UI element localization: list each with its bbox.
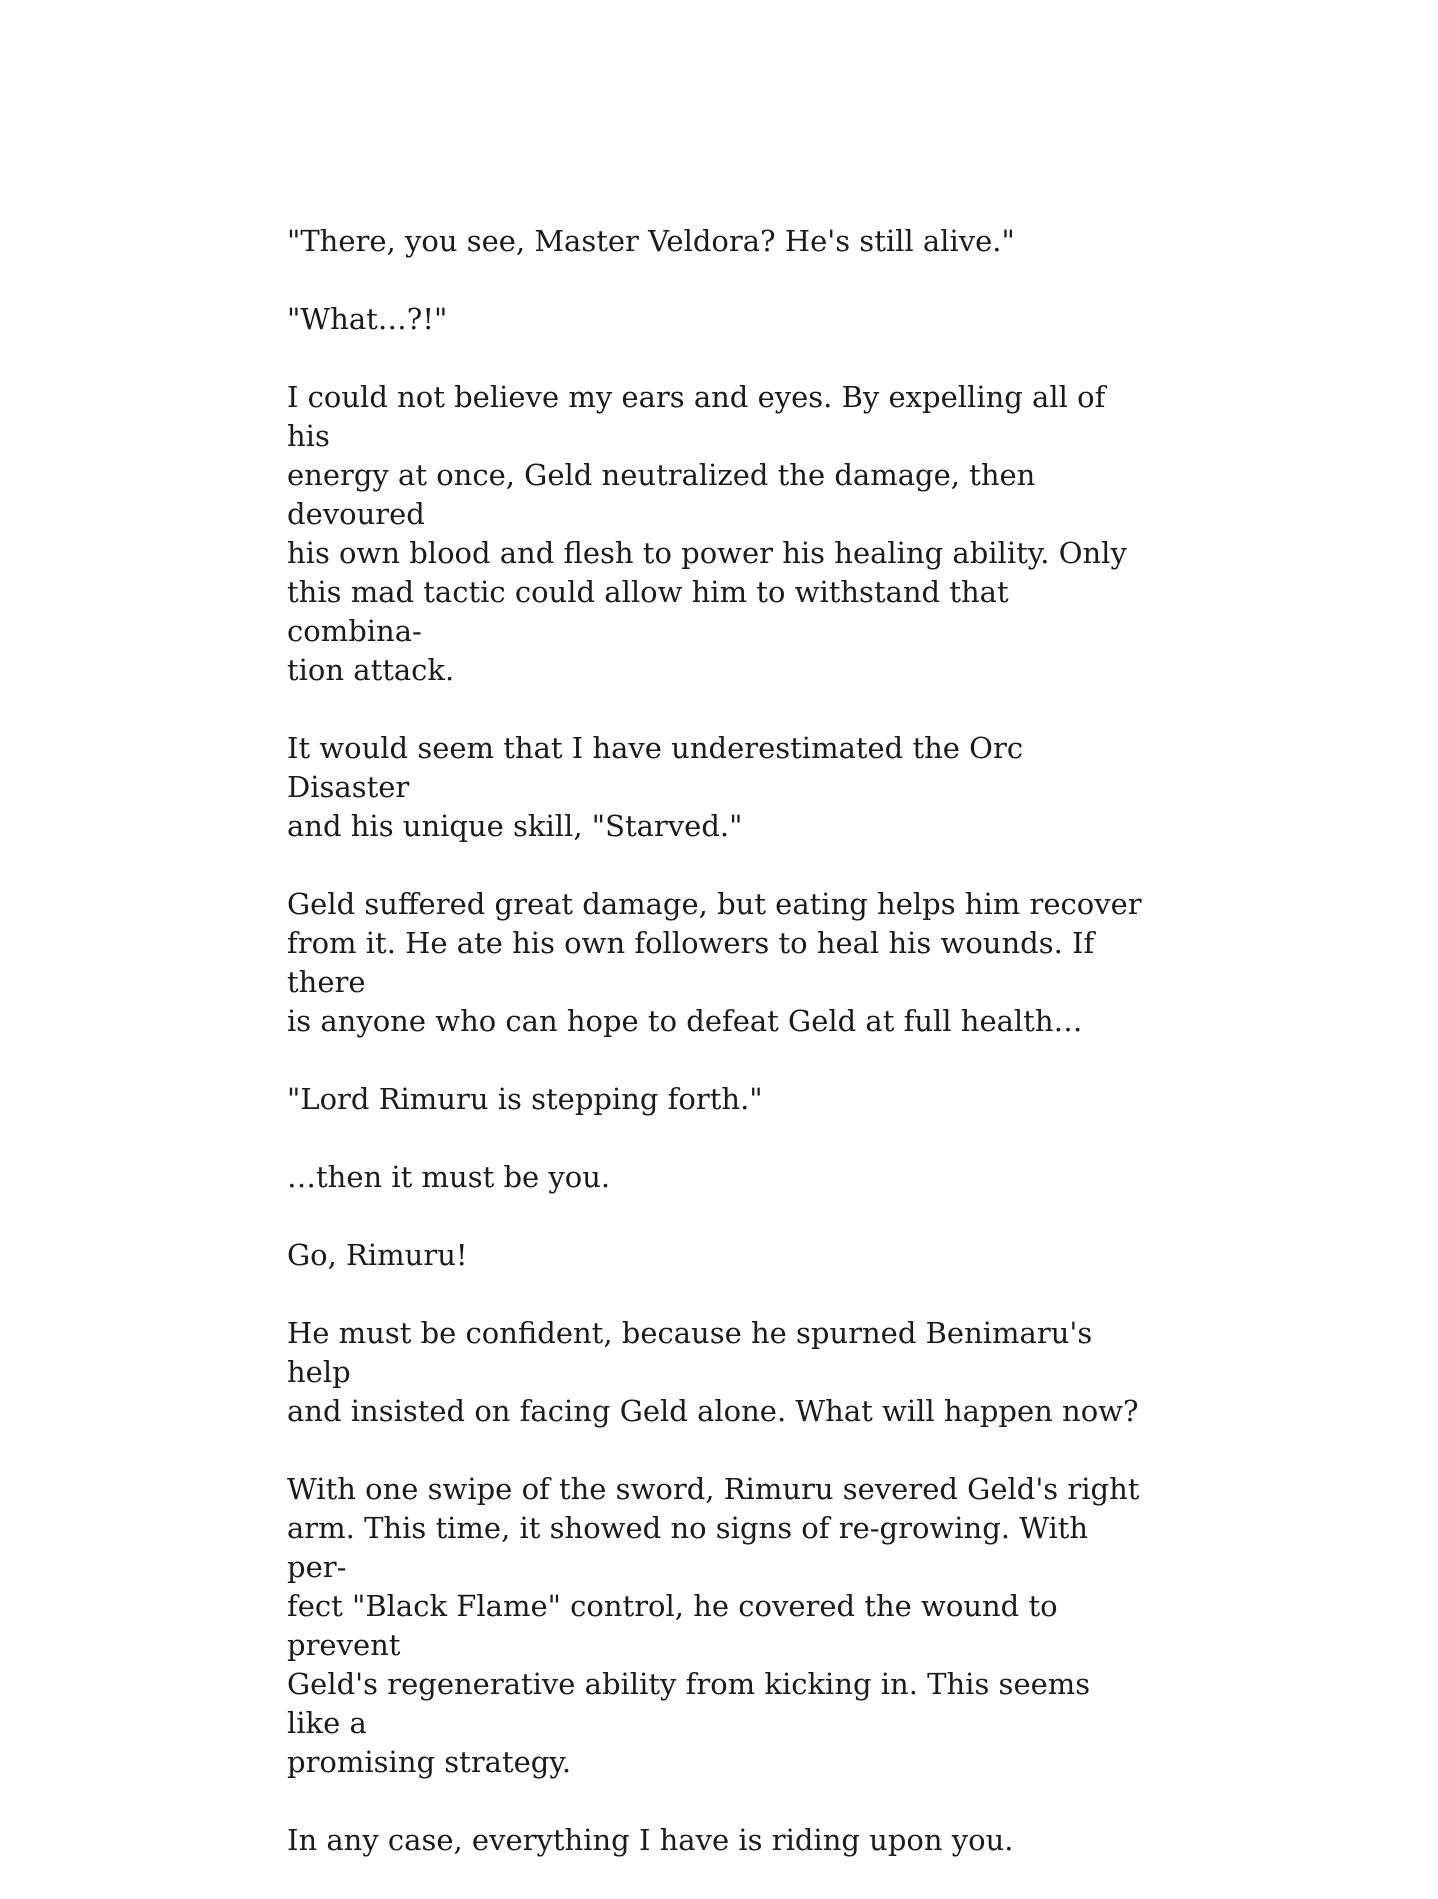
paragraph: "There, you see, Master Veldora? He's still alive." xyxy=(287,224,1015,258)
paragraph: I could not believe my ears and eyes. By expelling all of his energy at once, Geld neutralized the damage, then devoured his own blood and flesh to power his healing ability. Only this mad tactic could allow him to withstand that combina- tion attack. xyxy=(287,380,1127,687)
paragraph: …then it must be you. xyxy=(287,1160,611,1194)
paragraph: "Lord Rimuru is stepping forth." xyxy=(287,1082,763,1116)
body-text xyxy=(287,222,1147,1899)
paragraph: "What…?!" xyxy=(287,302,448,336)
paragraph: He must be confident, because he spurned Benimaru's help and insisted on facing Geld alone. What will happen now? xyxy=(287,1316,1139,1428)
paragraph: Geld suffered great damage, but eating helps him recover from it. He ate his own followers to heal his wounds. If there is anyone who can hope to defeat Geld at full health… xyxy=(287,887,1142,1038)
paragraph: It would seem that I have underestimated the Orc Disaster and his unique skill, "Starved." xyxy=(287,731,1024,843)
paragraph: With one swipe of the sword, Rimuru severed Geld's right arm. This time, it showed no signs of re-growing. With per- fect "Black Flame" control, he covered the wound to prevent Geld's regenerative ability from kicking in. This seems like a promising strategy. xyxy=(287,1472,1140,1779)
paragraph: Go, Rimuru! xyxy=(287,1238,468,1272)
paragraph: In any case, everything I have is riding upon you. xyxy=(287,1823,1014,1857)
